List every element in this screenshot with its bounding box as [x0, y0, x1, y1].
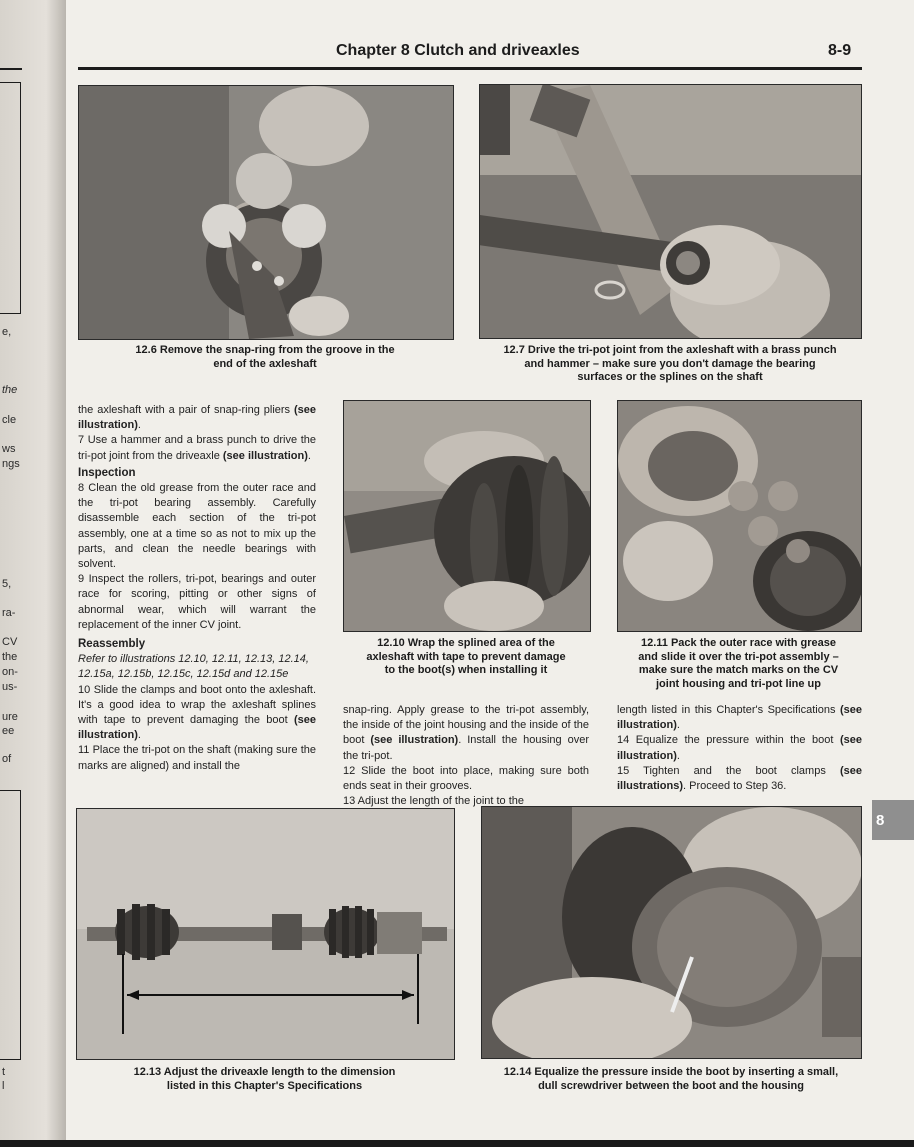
text-run: 14 Equalize the pressure within the boot [617, 734, 840, 747]
paragraph [343, 703, 589, 764]
caption-line: to the boot(s) when installing it [384, 664, 548, 676]
paragraph [78, 433, 316, 463]
gutter-fragment: e, [2, 326, 12, 338]
gutter-photo-edge [0, 790, 21, 1060]
text-run: . [137, 419, 141, 432]
gutter-fragment: us- [2, 681, 18, 693]
paragraph: 9 Inspect the rollers, tri-pot, bearings and outer race for scoring, pitting or other signs of abnormal wear, which will warrant the replacement of the inner CV joint. [78, 573, 316, 631]
gutter-fragment: ure [2, 711, 18, 723]
photo-12-10 [343, 400, 591, 632]
text-run: 15 Tighten and the boot clamps [617, 764, 840, 777]
subheading-inspection: Inspection [78, 466, 136, 479]
gutter-fragment: the [2, 651, 18, 663]
gutter-fragment: ws [2, 443, 16, 455]
illustration-reference: Refer to illustrations 12.10, 12.11, 12.13, 12.14, 12.15a, 12.15b, 12.15c, 12.15d and 12.15e [78, 653, 309, 681]
gutter-photo-edge [0, 82, 21, 314]
caption-line: and slide it over the tri-pot assembly – [638, 650, 839, 663]
text-run: 7 Use a hammer and a brass punch to drive the tri-pot joint from the driveaxle [78, 434, 316, 462]
gutter-rule [0, 68, 22, 70]
paragraph: 8 Clean the old grease from the outer race and the tri-pot bearing assembly. Carefully disassemble each section of the tri-pot assembly, one at a time so as not to mix up the parts, and clean the needle bearings with solvent. [78, 482, 316, 571]
caption-line: 12.14 Equalize the pressure inside the boot by inserting a small, [503, 1066, 839, 1078]
gutter-fragment: cle [2, 414, 17, 426]
caption-12-11 [612, 637, 865, 691]
caption-line: 12.11 Pack the outer race with grease [640, 637, 837, 649]
gutter-fragment: of [2, 753, 12, 765]
gutter-fragment: ra- [2, 607, 16, 619]
paragraph: 13 Adjust the length of the joint to the [343, 795, 525, 808]
caption-line: 12.7 Drive the tri-pot joint from the axleshaft with a brass punch [503, 344, 837, 356]
gutter-fragment: on- [2, 666, 18, 678]
photo-12-6 [78, 85, 454, 340]
see-illustration-ref: (see illustration) [617, 704, 862, 732]
text-run: . [137, 729, 141, 742]
gutter-fragment: 5, [2, 578, 12, 590]
caption-line: end of the axleshaft [213, 357, 317, 370]
text-run: length listed in this Chapter's Specifications [617, 704, 840, 716]
text-run: . Install the housing over the tri-pot. [343, 734, 589, 762]
caption-line: joint housing and tri-pot line up [656, 677, 821, 690]
gutter-fragment: ee [2, 725, 15, 737]
text-column-2 [343, 703, 589, 809]
left-page-gutter [0, 0, 66, 1147]
caption-line: make sure the match marks on the CV [638, 664, 839, 676]
chapter-title: Chapter 8 Clutch and driveaxles [336, 42, 580, 59]
photo-12-14 [481, 806, 862, 1059]
paragraph: 12 Slide the boot into place, making sure both ends seat in their grooves. [343, 764, 589, 793]
text-run: the axleshaft with a pair of snap-ring pliers [78, 404, 294, 416]
gutter-fragment: l [2, 1080, 5, 1092]
gutter-fragment: CV [2, 636, 18, 648]
see-illustration-ref: (see illustration) [370, 734, 459, 747]
caption-line: dull screwdriver between the boot and the housing [538, 1079, 804, 1092]
paragraph [78, 403, 316, 433]
see-illustration-ref: (see illustration) [617, 734, 862, 762]
paragraph [617, 764, 862, 794]
text-run: . [676, 719, 680, 732]
caption-line: 12.13 Adjust the driveaxle length to the dimension [133, 1066, 396, 1078]
caption-12-10 [343, 637, 589, 678]
caption-12-14 [474, 1066, 868, 1093]
caption-12-7 [470, 344, 870, 385]
text-run: . [676, 749, 680, 762]
text-run: . [307, 449, 311, 462]
photo-12-11 [617, 400, 862, 632]
caption-12-6 [78, 344, 452, 371]
caption-line: surfaces or the splines on the shaft [577, 371, 763, 383]
gutter-fragment: ngs [2, 458, 20, 470]
section-tab [872, 800, 914, 840]
text-run: snap-ring. Apply grease to the tri-pot assembly, the inside of the joint housing and the inside of the boot [343, 704, 589, 747]
photo-12-13 [76, 808, 455, 1060]
text-run: 10 Slide the clamps and boot onto the axleshaft. It's a good idea to wrap the axleshaft splines with tape to prevent damaging the boot [78, 683, 316, 727]
photo-12-7 [479, 84, 862, 339]
caption-line: and hammer – make sure you don't damage the bearing [524, 357, 816, 370]
subheading-reassembly: Reassembly [78, 638, 146, 651]
caption-line: 12.10 Wrap the splined area of the [377, 637, 555, 649]
see-illustration-ref: (see illustration) [222, 449, 308, 462]
gutter-fragment: t [2, 1066, 6, 1078]
header-rule [78, 67, 862, 70]
gutter-fragment: the [2, 384, 18, 396]
caption-12-13 [76, 1066, 453, 1093]
text-column-1 [78, 403, 316, 774]
caption-line: listed in this Chapter's Specifications [166, 1079, 363, 1092]
section-tab-number: 8 [876, 812, 885, 829]
see-illustration-ref: (see illustration) [78, 714, 316, 742]
paragraph: 11 Place the tri-pot on the shaft (making sure the marks are aligned) and install the [78, 744, 316, 772]
paragraph [617, 703, 862, 733]
paragraph [617, 733, 862, 763]
page-number: 8-9 [828, 42, 852, 59]
caption-line: 12.6 Remove the snap-ring from the groove in the [135, 344, 395, 356]
see-illustration-ref: (see illustration) [78, 404, 316, 432]
text-column-3 [617, 703, 862, 794]
text-run: . Proceed to Step 36. [683, 780, 787, 793]
caption-line: axleshaft with tape to prevent damage [366, 650, 566, 663]
page-bottom-edge [0, 1140, 914, 1147]
paragraph [78, 683, 316, 744]
see-illustration-ref: (see illustrations) [617, 764, 862, 793]
